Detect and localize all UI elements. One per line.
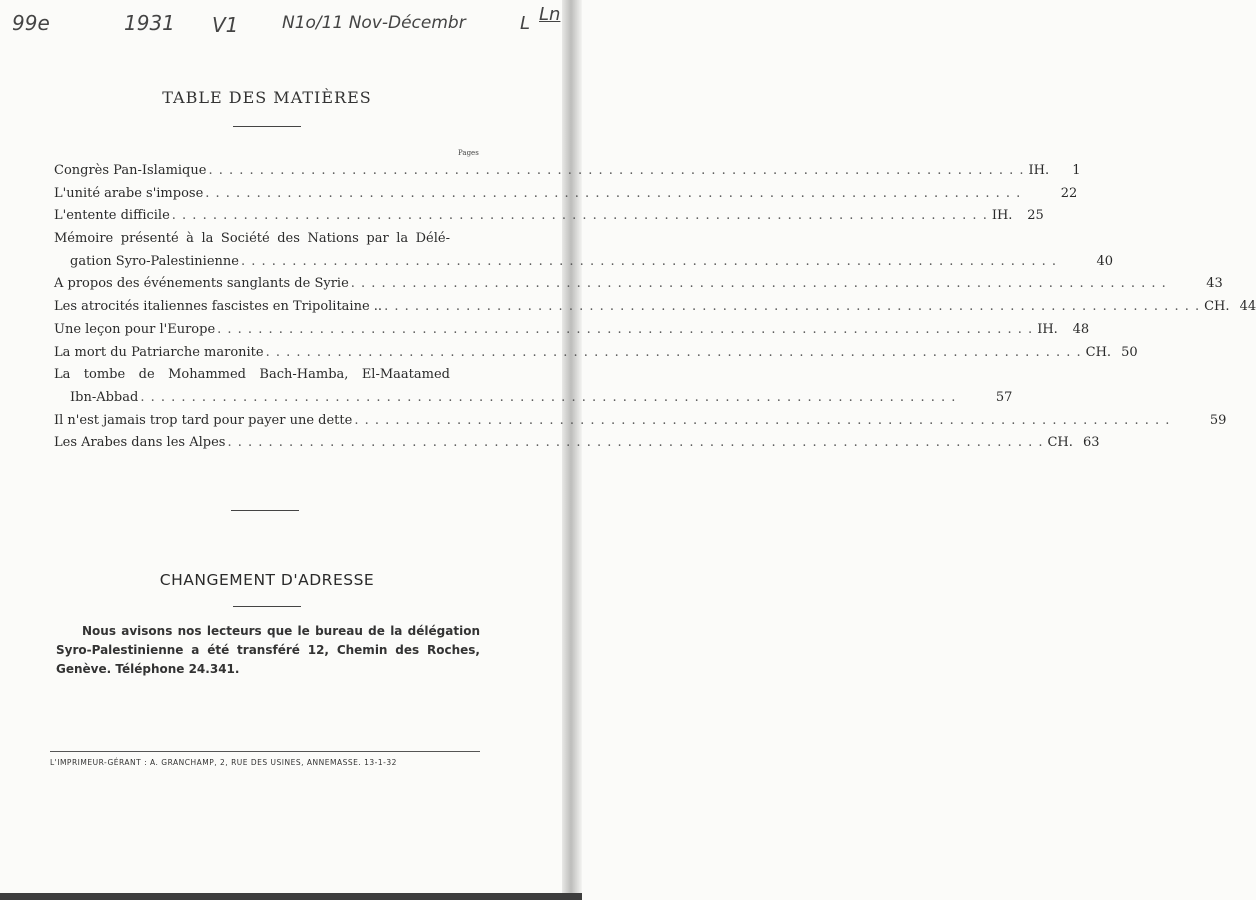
toc-entry-title: Il n'est jamais trop tard pour payer une dette — [54, 412, 353, 428]
toc-entry — [54, 205, 1044, 228]
footer-rule — [50, 751, 480, 752]
toc-entry-title: Une leçon pour l'Europe — [54, 321, 216, 337]
toc-entry-continuation — [54, 251, 1113, 274]
toc-entry-title-cont: gation Syro-Palestinienne — [70, 253, 239, 269]
handwritten-ref: 99e — [12, 11, 50, 35]
section-divider — [231, 510, 299, 511]
toc-entry-title: Mémoire présenté à la Société des Nations par la Délé- — [54, 231, 450, 247]
dot-leader: . . . . . . . . . . . . . . . . . . . . . . . . . . . . . . . . . . . . . . . . . . . . . . . . . . . . . . . . . . . . . . . . . . . . . . . . . . . . . . . . — [205, 185, 1022, 201]
toc-entry — [54, 160, 1081, 183]
notice-body — [56, 622, 480, 679]
toc-entry-continuation — [54, 387, 1013, 410]
toc-title: TABLE DES MATIÈRES — [162, 88, 372, 107]
toc-entry-page: 1 — [1072, 163, 1081, 178]
toc-entry-title: L'unité arabe s'impose — [54, 185, 204, 201]
toc-entry-author: CH. — [1204, 299, 1230, 315]
dot-leader: . . . . . . . . . . . . . . . . . . . . . . . . . . . . . . . . . . . . . . . . . . . . . . . . . . . . . . . . . . . . . . . . . . . . . . . . . . . . . . . . — [240, 253, 1057, 269]
toc-entry — [54, 319, 1090, 342]
toc-entry-author: IH. — [1028, 163, 1050, 178]
toc-entry — [54, 273, 1223, 296]
toc-entry-title: Les atrocités italiennes fascistes en Tripolitaine .. — [54, 299, 383, 315]
toc-entry — [54, 364, 480, 387]
toc-entry-page: 40 — [1096, 253, 1113, 269]
handwritten-mark-underlined: Ln — [539, 4, 561, 25]
dot-leader: . . . . . . . . . . . . . . . . . . . . . . . . . . . . . . . . . . . . . . . . . . . . . . . . . . . . . . . . . . . . . . . . . . . . . . . . . . . . . . . . — [265, 344, 1082, 360]
toc-entry-title: Congrès Pan-Islamique — [54, 163, 207, 178]
notice-title: CHANGEMENT D'ADRESSE — [159, 571, 375, 589]
toc-entry-page: 25 — [1027, 208, 1044, 224]
handwritten-issue: N1o/11 Nov-Décembr — [282, 13, 466, 33]
toc-entry-page: 63 — [1082, 435, 1100, 451]
toc-entry-title: A propos des événements sanglants de Syrie — [54, 276, 349, 292]
title-rule — [233, 126, 301, 127]
toc-entry-title-cont: Ibn-Abbad — [70, 389, 139, 405]
toc-entry-title: La tombe de Mohammed Bach-Hamba, El-Maatamed — [54, 367, 450, 383]
handwritten-year: 1931 — [124, 11, 175, 35]
dot-leader: . . . . . . . . . . . . . . . . . . . . . . . . . . . . . . . . . . . . . . . . . . . . . . . . . . . . . . . . . . . . . . . . . . . . . . . . . . . . . . . . — [354, 412, 1171, 428]
dot-leader: . . . . . . . . . . . . . . . . . . . . . . . . . . . . . . . . . . . . . . . . . . . . . . . . . . . . . . . . . . . . . . . . . . . . . . . . . . . . . . . . — [217, 321, 1034, 337]
handwritten-volume: V1 — [212, 13, 239, 37]
toc-entry-page: 50 — [1121, 344, 1138, 360]
toc-entry — [54, 432, 1100, 455]
notice-rule — [233, 606, 301, 607]
toc-entry-author: IH. — [1037, 321, 1058, 337]
toc-entry-page: 57 — [995, 389, 1013, 405]
toc-entry-page: 48 — [1072, 321, 1090, 337]
dot-leader: . . . . . . . . . . . . . . . . . . . . . . . . . . . . . . . . . . . . . . . . . . . . . . . . . . . . . . . . . . . . . . . . . . . . . . . . . . . . . . . . — [208, 163, 1025, 178]
toc-entry-page: 43 — [1206, 276, 1223, 292]
table-of-contents — [54, 160, 1256, 455]
toc-entry — [54, 410, 1227, 433]
toc-entry-page: 22 — [1060, 185, 1078, 201]
toc-entry-title: La mort du Patriarche maronite — [54, 344, 264, 360]
toc-entry — [54, 296, 1256, 319]
toc-entry-author: CH. — [1085, 344, 1112, 360]
dot-leader: . . . . . . . . . . . . . . . . . . . . . . . . . . . . . . . . . . . . . . . . . . . . . . . . . . . . . . . . . . . . . . . . . . . . . . . . . . . . . . . . — [140, 389, 957, 405]
toc-entry-author: CH. — [1047, 435, 1073, 451]
dot-leader: . . . . . . . . . . . . . . . . . . . . . . . . . . . . . . . . . . . . . . . . . . . . . . . . . . . . . . . . . . . . . . . . . . . . . . . . . . . . . . . . — [227, 435, 1044, 451]
toc-entry — [54, 228, 480, 251]
handwritten-annotation — [12, 4, 562, 45]
dot-leader: . . . . . . . . . . . . . . . . . . . . . . . . . . . . . . . . . . . . . . . . . . . . . . . . . . . . . . . . . . . . . . . . . . . . . . . . . . . . . . . . — [171, 208, 988, 224]
toc-entry-author: IH. — [991, 208, 1013, 224]
toc-entry-page: 59 — [1209, 412, 1227, 428]
toc-entry-page: 44 — [1239, 299, 1256, 315]
notice-text: Nous avisons nos lecteurs que le bureau de la délégation Syro-Palestinienne a été transféré 12, Chemin des Roches, Genève. Téléphone 24.341. — [56, 624, 480, 676]
toc-entry-title: L'entente difficile — [54, 208, 170, 224]
dot-leader: . . . . . . . . . . . . . . . . . . . . . . . . . . . . . . . . . . . . . . . . . . . . . . . . . . . . . . . . . . . . . . . . . . . . . . . . . . . . . . . . — [350, 276, 1167, 292]
pages-column-label: Pages — [458, 149, 479, 157]
handwritten-mark: L — [520, 13, 531, 34]
printer-imprint: L'IMPRIMEUR-GÉRANT : A. GRANCHAMP, 2, RUE DES USINES, ANNEMASSE. 13-1-32 — [50, 758, 397, 767]
dot-leader: . . . . . . . . . . . . . . . . . . . . . . . . . . . . . . . . . . . . . . . . . . . . . . . . . . . . . . . . . . . . . . . . . . . . . . . . . . . . . . . . — [384, 299, 1201, 315]
toc-entry — [54, 183, 1078, 206]
toc-entry-title: Les Arabes dans les Alpes — [54, 435, 226, 451]
scan-border — [0, 893, 582, 900]
toc-entry — [54, 342, 1138, 365]
